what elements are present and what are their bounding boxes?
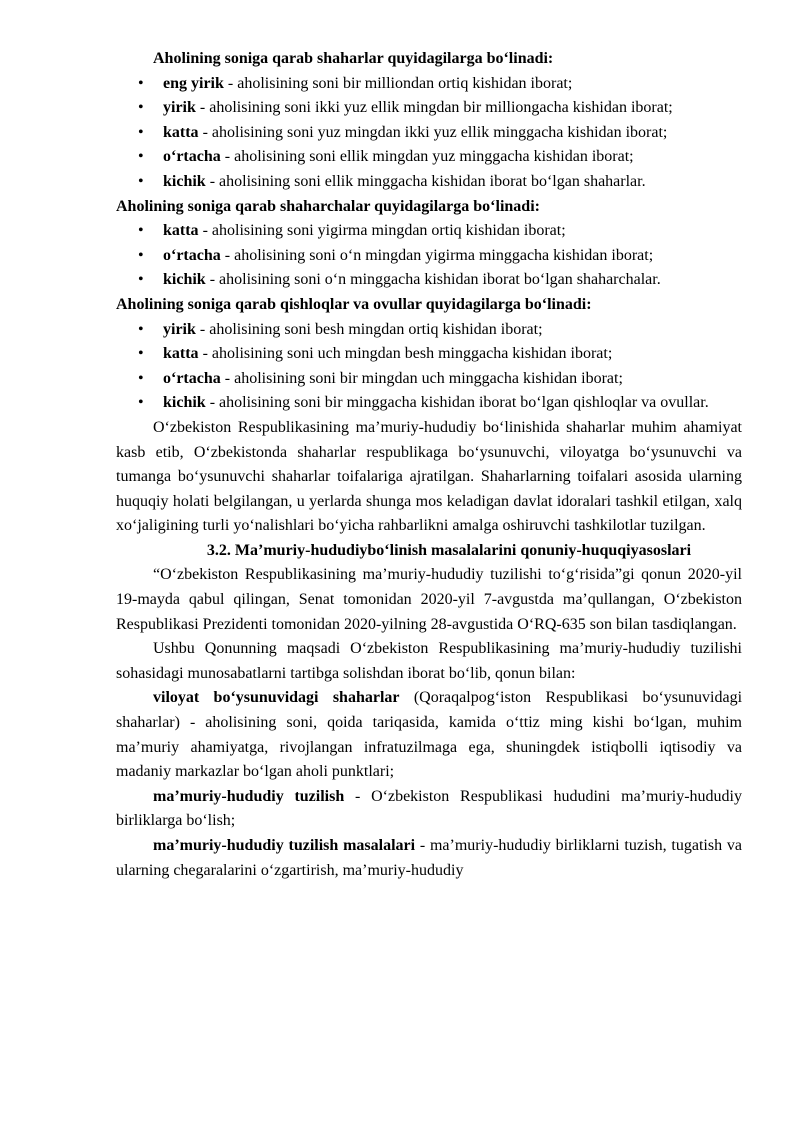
subsection-title: 3.2. Ma’muriy-hududiybo‘linish masalalarini qonuniy-huquqiyasoslari xyxy=(206,541,692,559)
paragraph-purpose: Ushbu Qonunning maqsadi O‘zbekiston Respublikasining ma’muriy-hududiy tuzilishi sohasidagi munosabatlarni tartibga solishdan iborat bo‘lib, qonun bilan: xyxy=(116,640,742,682)
definition-paragraph xyxy=(116,834,742,883)
list-item xyxy=(163,244,742,269)
term: ma’muriy-hududiy tuzilish masalalari xyxy=(153,837,416,854)
definition: (Qoraqalpog‘iston Respublikasi bo‘ysunuvidagi shaharlar) - aholisining soni, qoida tariqasida, kamida o‘ttiz ming kishi bo‘lgan, muhim ma’muriy ahamiyatga, rivojlangan infratuzilmaga ega, shuningdek istiqbolli iqtisodiy va madaniy markazlar bo‘lgan aholi punktlari; xyxy=(116,689,743,781)
list-city-categories xyxy=(116,72,742,195)
section-heading-villages: Aholining soniga qarab qishloqlar va ovullar quyidagilarga bo‘linadi: xyxy=(116,295,592,313)
list-item xyxy=(163,96,742,121)
definition: - aholisining soni ikki yuz ellik mingdan bir milliongacha kishidan iborat; xyxy=(195,99,673,117)
term: o‘rtacha xyxy=(163,369,221,387)
list-item xyxy=(163,170,742,195)
list-item xyxy=(163,391,742,416)
term: kichik xyxy=(163,394,206,412)
list-town-categories xyxy=(116,219,742,293)
paragraph-city-status: O‘zbekiston Respublikasining ma’muriy-hududiy bo‘linishida shaharlar muhim ahamiyat kasb etib, O‘zbekistonda shaharlar respublikaga bo‘ysunuvchi, viloyatga bo‘ysunuvchi va tumanga bo‘ysunuvchi shaharlar toifalariga ajratilgan. Shaharlarning toifalari asosida ularning huquqiy holati belgilangan, u yerlarda shunga mos keladigan davlat idoralari tashkil etilgan, xalq xo‘jaligining turli yo‘nalishlari bo‘yicha rahbarlikni amalga oshiruvchi tashkilotlar tuzilgan. xyxy=(116,418,742,535)
list-item xyxy=(163,219,742,244)
list-item xyxy=(163,72,742,97)
section-heading-towns: Aholining soniga qarab shaharchalar quyidagilarga bo‘linadi: xyxy=(116,197,540,215)
definition-paragraph xyxy=(116,686,742,784)
term: ma’muriy-hududiy tuzilish xyxy=(153,787,345,805)
list-item xyxy=(163,342,742,367)
term: katta xyxy=(163,123,199,141)
definition: - aholisining soni uch mingdan besh minggacha kishidan iborat; xyxy=(198,345,613,363)
paragraph-law: “O‘zbekiston Respublikasining ma’muriy-hududiy tuzilishi to‘g‘risida”gi qonun 2020-yil 19-mayda qabul qilingan, Senat tomonidan 2020-yil 7-avgustda ma’qullangan, O‘zbekiston Respublikasi Prezidenti tomonidan 2020-yilning 28-avgustida O‘RQ-635 son bilan tasdiqlangan. xyxy=(116,566,742,633)
term: yirik xyxy=(163,320,196,338)
term: o‘rtacha xyxy=(163,148,221,166)
definition: - aholisining soni ellik mingdan yuz minggacha kishidan iborat; xyxy=(220,148,634,166)
term: kichik xyxy=(163,172,206,190)
definition: - aholisining soni ellik minggacha kishidan iborat bo‘lgan shaharlar. xyxy=(205,172,646,190)
list-village-categories xyxy=(116,318,742,416)
term: kichik xyxy=(163,271,206,289)
term: viloyat bo‘ysunuvidagi shaharlar xyxy=(153,689,400,707)
term: katta xyxy=(163,222,199,240)
definition: - ma’muriy-hududiy birliklarni tuzish, tugatish va ularning chegaralarini o‘zgartirish, ma’muriy-hududiy xyxy=(116,837,742,879)
term: o‘rtacha xyxy=(163,246,221,264)
definition: - aholisining soni besh mingdan ortiq kishidan iborat; xyxy=(195,320,543,338)
term: eng yirik xyxy=(163,74,224,92)
definition: - O‘zbekiston Respublikasi hududini ma’muriy-hududiy birliklarga bo‘lish; xyxy=(116,787,743,830)
term: katta xyxy=(163,345,199,363)
definition: - aholisining soni o‘n minggacha kishidan iborat bo‘lgan shaharchalar. xyxy=(205,271,661,289)
list-item xyxy=(163,121,742,146)
definition: - aholisining soni yuz mingdan ikki yuz ellik minggacha kishidan iborat; xyxy=(198,123,668,141)
page-content xyxy=(116,47,742,883)
definition: - aholisining soni bir minggacha kishidan iborat bo‘lgan qishloqlar va ovullar. xyxy=(205,394,709,412)
definition: - aholisining soni o‘n mingdan yigirma minggacha kishidan iborat; xyxy=(220,246,654,264)
definition: - aholisining soni bir mingdan uch minggacha kishidan iborat; xyxy=(220,369,623,387)
list-item xyxy=(163,268,742,293)
section-heading-cities: Aholining soniga qarab shaharlar quyidagilarga bo‘linadi: xyxy=(153,50,554,67)
definition-paragraph xyxy=(116,785,742,834)
list-item xyxy=(163,145,742,170)
definition: - aholisining soni bir milliondan ortiq kishidan iborat; xyxy=(223,74,573,92)
term: yirik xyxy=(163,99,196,117)
list-item xyxy=(163,367,742,392)
definition: - aholisining soni yigirma mingdan ortiq kishidan iborat; xyxy=(198,222,566,240)
list-item xyxy=(163,318,742,343)
